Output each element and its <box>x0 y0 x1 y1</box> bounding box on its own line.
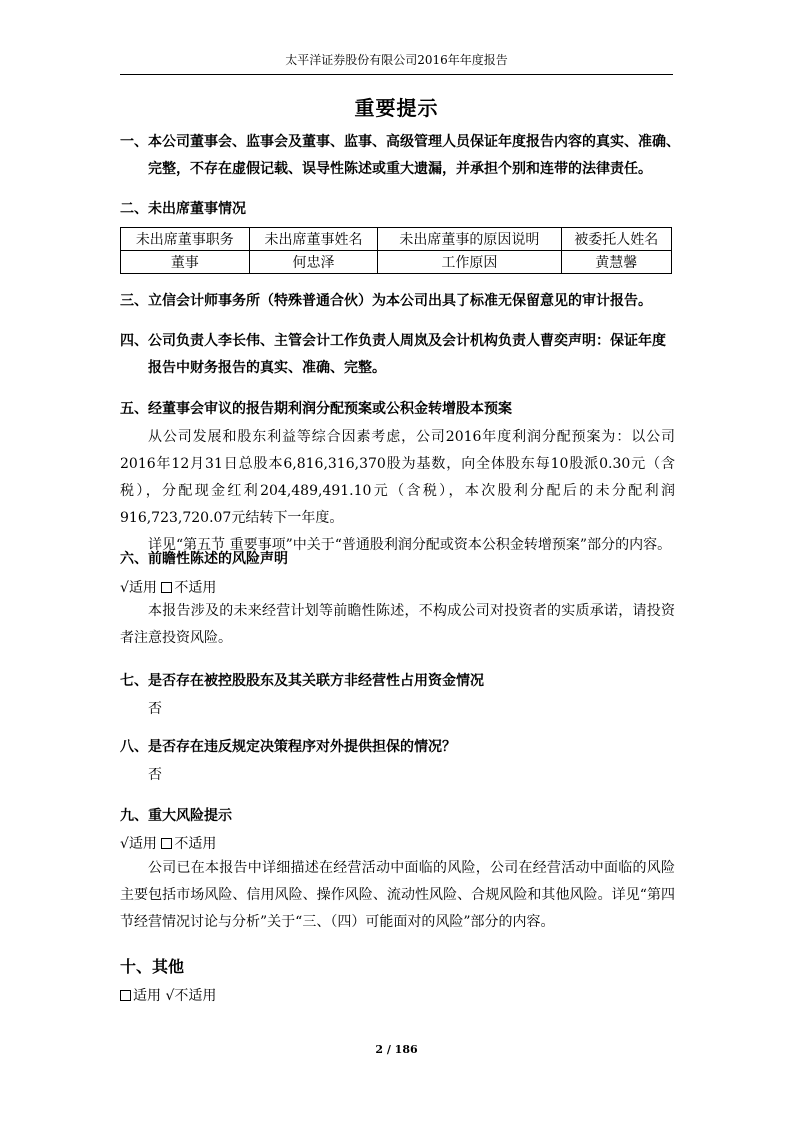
checkbox-empty-icon <box>161 838 172 849</box>
section-6-applicability <box>120 578 216 598</box>
table-header-row <box>121 228 672 251</box>
section-2-heading: 二、未出席董事情况 <box>120 201 246 217</box>
table-cell: 董事 <box>121 251 250 274</box>
table-cell: 工作原因 <box>378 251 561 274</box>
major-risk-paragraph: 公司已在本报告中详细描述在经营活动中面临的风险，公司在经营活动中面临的风险主要包括市场风险、信用风险、操作风险、流动性风险、合规风险和其他风险。详见“第四节经营情况讨论与分析”关于“三、（四）可能面对的风险”部分的内容。 <box>120 860 675 930</box>
section-8-heading: 八、是否存在违反规定决策程序对外提供担保的情况？ <box>120 739 456 755</box>
section-9-heading: 九、重大风险提示 <box>120 808 232 824</box>
table-row <box>121 251 672 274</box>
section-9-body <box>120 855 675 936</box>
section-6-body <box>120 598 675 652</box>
section-5-body <box>120 424 675 559</box>
checkbox-empty-icon <box>120 990 131 1001</box>
section-1-line-2: 完整，不存在虚假记载、误导性陈述或重大遗漏，并承担个别和连带的法律责任。 <box>148 161 652 177</box>
not-applicable-checked: √不适用 <box>165 988 217 1004</box>
not-applicable-label: 不适用 <box>174 580 217 596</box>
see-section-5-paragraph: 详见“第五节 重要事项”中关于“普通股利润分配或资本公积金转增预案”部分的内容。 <box>148 537 672 553</box>
section-1-line-1: 一、本公司董事会、监事会及董事、监事、高级管理人员保证年度报告内容的真实、准确、 <box>120 134 680 150</box>
applicable-checked: √适用 <box>120 580 157 596</box>
section-4 <box>120 328 680 382</box>
section-10-applicability <box>120 986 216 1006</box>
section-6-heading: 六、前瞻性陈述的风险声明 <box>120 551 288 567</box>
section-7-heading: 七、是否存在被控股股东及其关联方非经营性占用资金情况 <box>120 673 484 689</box>
table-cell: 何忠泽 <box>249 251 378 274</box>
section-7-answer: 否 <box>148 701 162 717</box>
applicable-label: 适用 <box>133 988 161 1004</box>
section-8-body <box>120 762 675 789</box>
page-number: 2 / 186 <box>375 1043 418 1056</box>
section-4-line-1: 四、公司负责人李长伟、主管会计工作负责人周岚及会计机构负责人曹奕声明：保证年度 <box>120 333 666 349</box>
table-header-cell: 未出席董事职务 <box>121 228 250 251</box>
section-4-line-2: 报告中财务报告的真实、准确、完整。 <box>148 360 386 376</box>
section-9-applicability <box>120 834 216 854</box>
forward-looking-paragraph: 本报告涉及的未来经营计划等前瞻性陈述，不构成公司对投资者的实质承诺，请投资者注意投资风险。 <box>120 603 675 646</box>
table-header-cell: 未出席董事姓名 <box>249 228 378 251</box>
table-header-cell: 被委托人姓名 <box>561 228 672 251</box>
not-applicable-label: 不适用 <box>174 836 217 852</box>
section-3: 三、立信会计师事务所（特殊普通合伙）为本公司出具了标准无保留意见的审计报告。 <box>120 293 652 309</box>
section-5-heading: 五、经董事会审议的报告期利润分配预案或公积金转增股本预案 <box>120 401 512 417</box>
profit-distribution-paragraph: 从公司发展和股东利益等综合因素考虑，公司2016年度利润分配预案为：以公司2016年12月31日总股本6,816,316,370股为基数，向全体股东每10股派0.30元（含税），分配现金红利204,489,491.10元（含税），本次股利分配后的未分配利润916,723,720.07元结转下一年度。 <box>120 429 675 526</box>
table-header-cell: 未出席董事的原因说明 <box>378 228 561 251</box>
section-10-heading: 十、其他 <box>120 957 185 976</box>
table-cell: 黄慧馨 <box>561 251 672 274</box>
section-1 <box>120 129 680 183</box>
section-8-answer: 否 <box>148 767 162 783</box>
section-7-body <box>120 696 675 723</box>
running-header: 太平洋证券股份有限公司2016年年度报告 <box>120 52 673 75</box>
applicable-checked: √适用 <box>120 836 157 852</box>
absent-director-table <box>120 227 672 274</box>
checkbox-empty-icon <box>161 582 172 593</box>
page-title: 重要提示 <box>354 96 439 120</box>
